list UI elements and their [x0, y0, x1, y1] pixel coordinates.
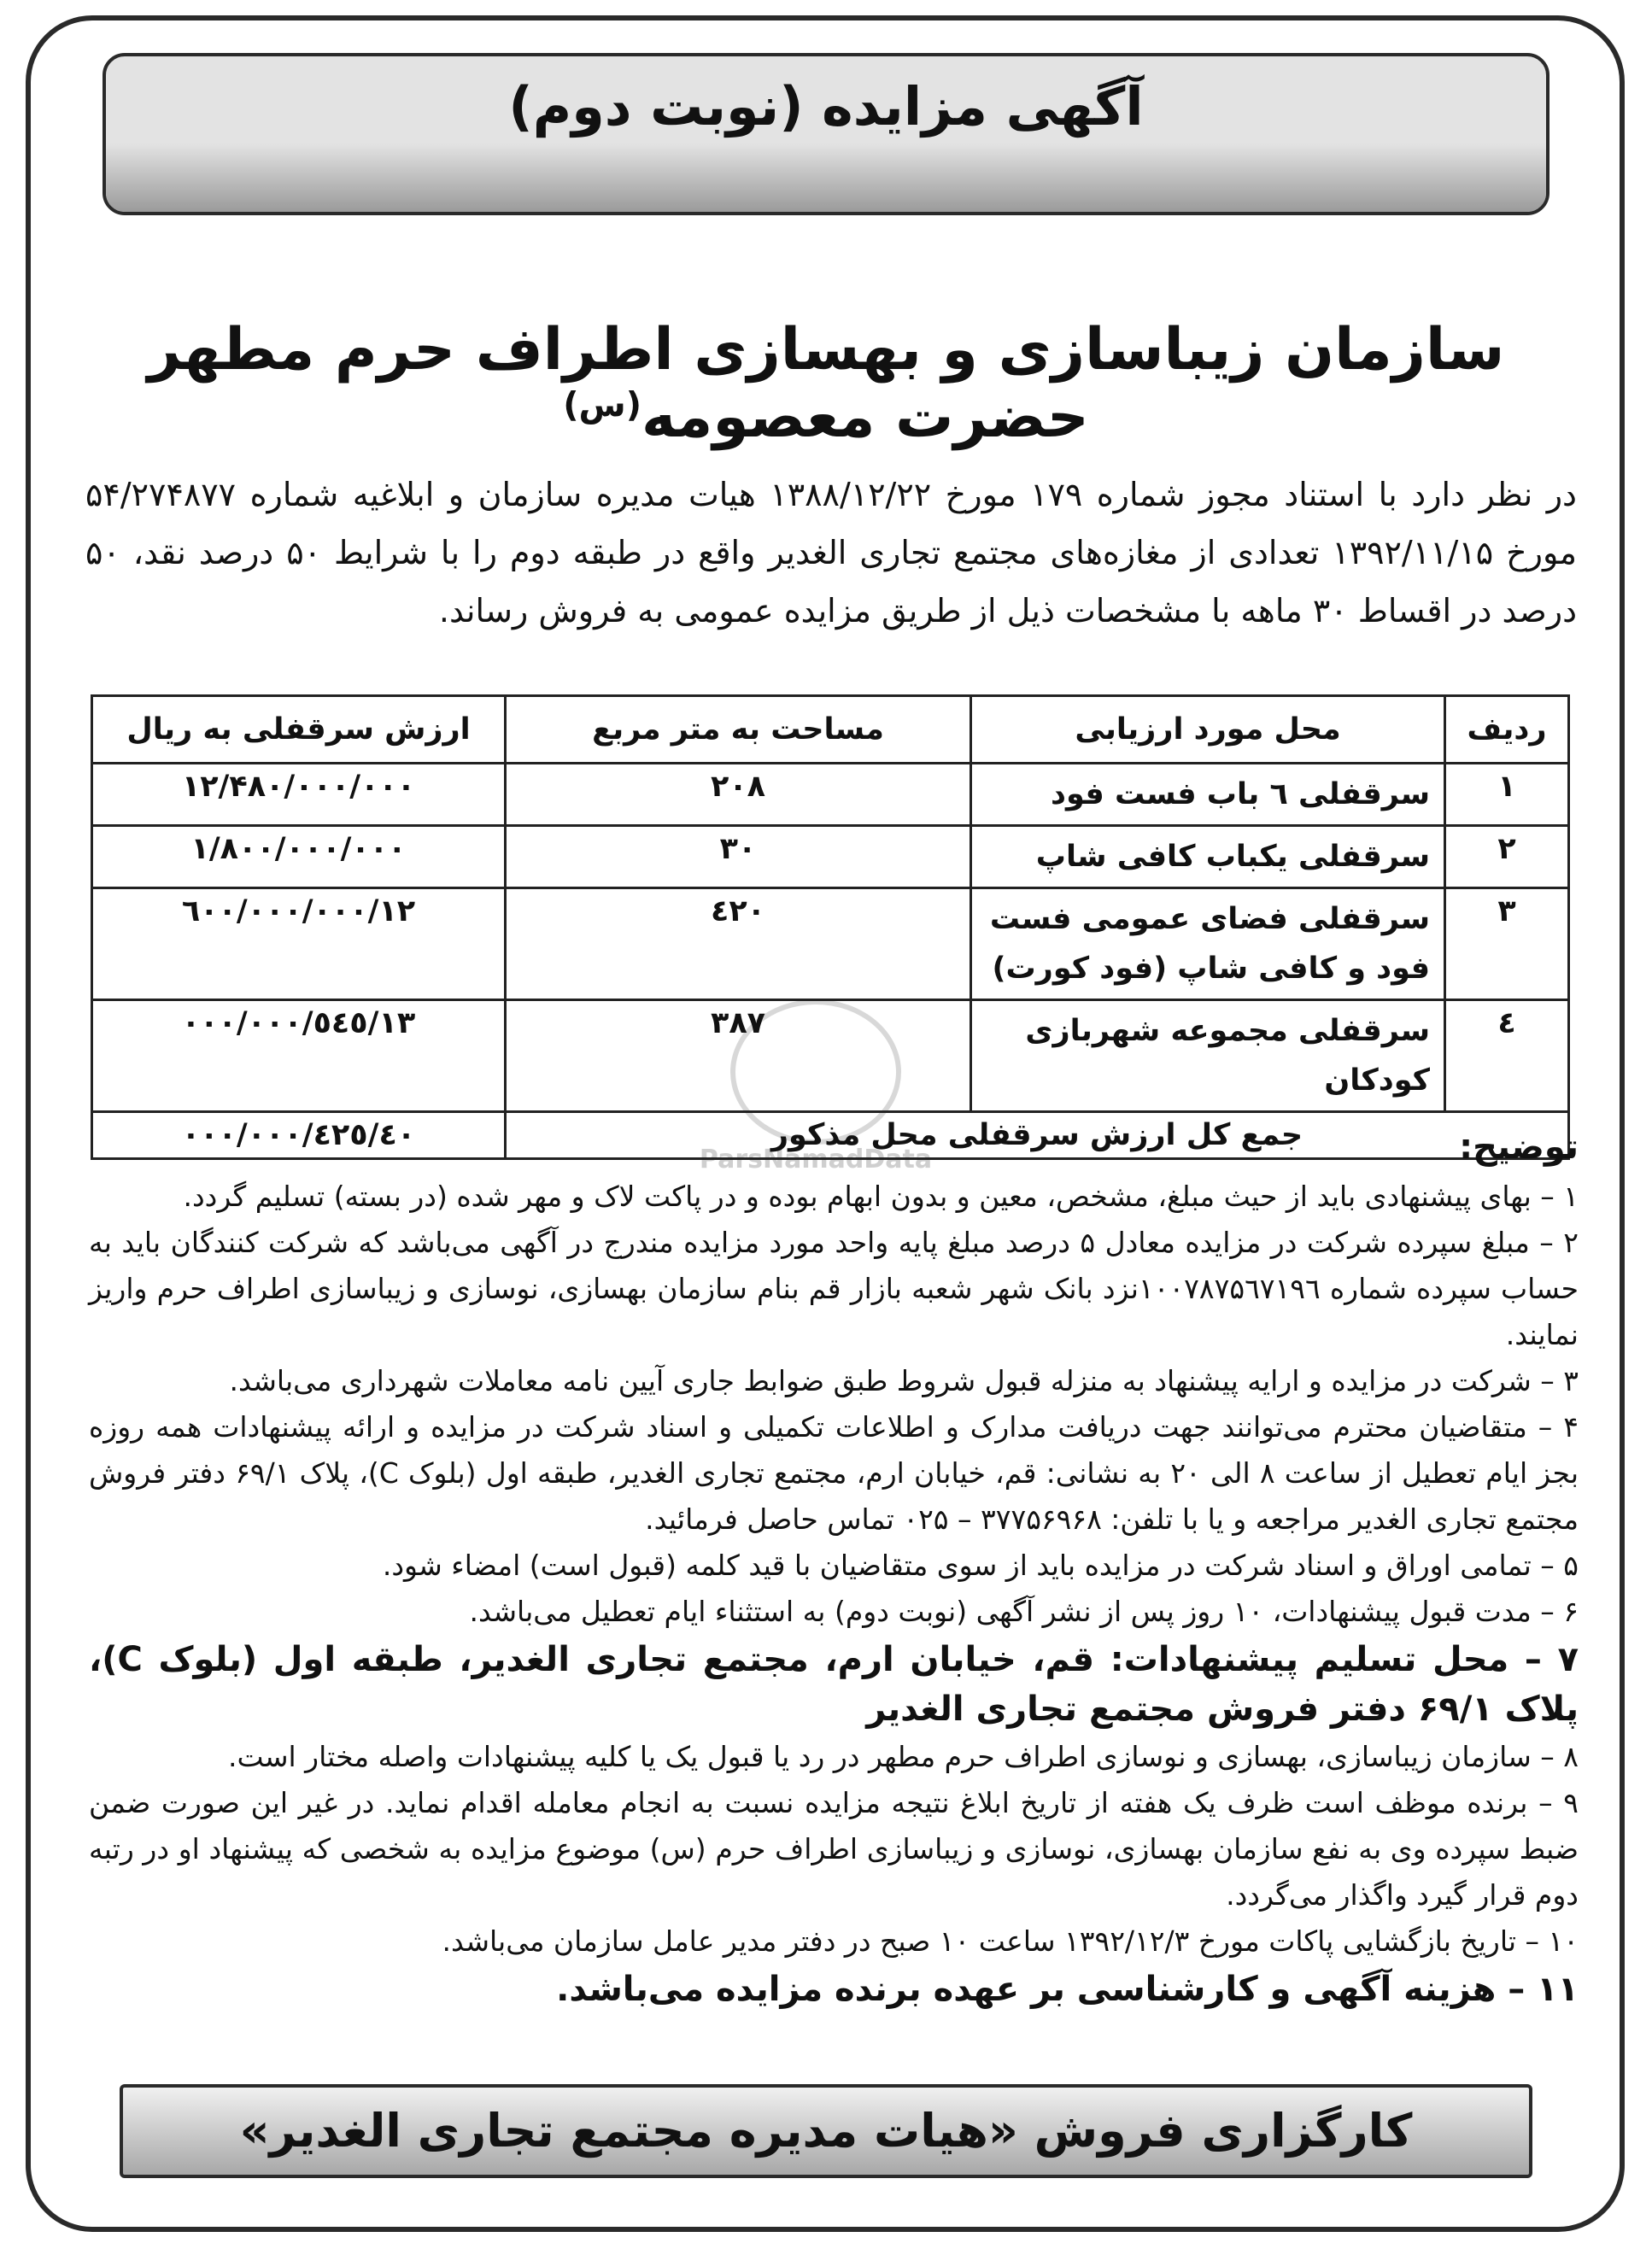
table-row	[92, 1000, 1569, 1112]
header-value: ارزش سرقفلی به ریال	[92, 696, 506, 764]
note-item: ۶ – مدت قبول پیشنهادات، ۱۰ روز پس از نشر آگهی (نوبت دوم) به استثناء ایام تعطیل می‌باشد.	[469, 1595, 1579, 1628]
row-value: ۱۲/۴۸۰/۰۰۰/۰۰۰	[92, 764, 506, 826]
row-number: ۳	[1445, 888, 1569, 1000]
table-row	[92, 888, 1569, 1000]
header-row-number: ردیف	[1445, 696, 1569, 764]
row-area: ٤۲۰	[506, 888, 971, 1000]
note-item: ۹ – برنده موظف است ظرف یک هفته از تاریخ ابلاغ نتیجه مزایده نسبت به انجام معامله اقدام نماید. در غیر این صورت ضمن ضبط سپرده وی به نفع سازمان بهسازی، نوسازی و زیباسازی اطراف حرم (س) موضوع مزایده به شخصی که پیشنهاد او در رتبه دوم قرار گیرد واگذار می‌گردد.	[89, 1786, 1579, 1912]
header-area: مساحت به متر مربع	[506, 696, 971, 764]
total-value: ٤۰/٤۲٥/۰۰۰/۰۰۰	[92, 1112, 506, 1159]
organization-honorific: (س)	[563, 385, 641, 425]
row-area: ۳۸۷	[506, 1000, 971, 1112]
row-area: ۲۰۸	[506, 764, 971, 826]
title-banner	[103, 53, 1549, 215]
organization-name	[77, 316, 1575, 451]
note-item: ۵ – تمامی اوراق و اسناد شرکت در مزایده باید از سوی متقاضیان با قید کلمه (قبول است) امضاء شود.	[382, 1549, 1579, 1582]
header-location: محل مورد ارزیابی	[971, 696, 1445, 764]
table-header-row	[92, 696, 1569, 764]
row-number: ۱	[1445, 764, 1569, 826]
row-location: سرقفلی یکباب کافی شاپ	[971, 826, 1445, 888]
note-item: ۱۰ – تاریخ بازگشایی پاکات مورخ ۱۳۹۲/۱۲/۳ ساعت ۱۰ صبح در دفتر مدیر عامل سازمان می‌باشد.	[442, 1924, 1579, 1958]
table-row	[92, 826, 1569, 888]
intro-paragraph: در نظر دارد با استناد مجوز شماره ۱۷۹ مورخ ۱۳۸۸/۱۲/۲۲ هیات مدیره سازمان و ابلاغیه شماره ۵۴/۲۷۴۸۷۷ مورخ ۱۳۹۲/۱۱/۱۵ تعدادی از مغازه‌های مجتمع تجاری الغدیر واقع در طبقه دوم را با شرایط ۵۰ درصد نقد، ۵۰ درصد در اقساط ۳۰ ماهه با مشخصات ذیل از طریق مزایده عمومی به فروش رساند.	[85, 476, 1577, 630]
row-number: ٤	[1445, 1000, 1569, 1112]
organization-text: سازمان زیباسازی و بهسازی اطراف حرم مطهر حضرت معصومه	[147, 316, 1505, 451]
note-item-costs: ۱۱ – هزینه آگهی و کارشناسی بر عهده برنده مزایده می‌باشد.	[556, 1970, 1579, 2009]
row-value: ۱۳/٥٤٥/۰۰۰/۰۰۰	[92, 1000, 506, 1112]
row-area: ۳۰	[506, 826, 971, 888]
ad-title: آگهی مزایده (نوبت دوم)	[508, 75, 1144, 138]
note-item: ۳ – شرکت در مزایده و ارایه پیشنهاد به منزله قبول شروط طبق ضوابط جاری آیین نامه معاملات شهرداری می‌باشد.	[229, 1364, 1579, 1397]
row-location: سرقفلی فضای عمومی فست فود و کافی شاپ (فود کورت)	[971, 888, 1445, 1000]
row-location: سرقفلی ٦ باب فست فود	[971, 764, 1445, 826]
table-row	[92, 764, 1569, 826]
footer-banner: کارگزاری فروش «هیات مدیره مجتمع تجاری الغدیر»	[120, 2084, 1532, 2178]
note-item: ۸ – سازمان زیباسازی، بهسازی و نوسازی اطراف حرم مطهر در رد یا قبول یک یا کلیه پیشنهادات واصله مختار است.	[227, 1740, 1579, 1773]
items-table	[91, 694, 1570, 1160]
note-item: ۲ – مبلغ سپرده شرکت در مزایده معادل ۵ درصد مبلغ پایه واحد مورد مزایده مندرج در آگهی می‌باشد که شرکت کنندگان باید به حساب سپرده شماره ۱۰۰۷۸۷۵٦۷۱۹٦نزد بانک شهر شعبه بازار قم بنام سازمان بهسازی، نوسازی و زیباسازی اطراف حرم واریز نمایند.	[89, 1226, 1579, 1351]
total-label: جمع کل ارزش سرقفلی محل مذکور	[506, 1112, 1569, 1159]
row-value: ۱۲/٦۰۰/۰۰۰/۰۰۰	[92, 888, 506, 1000]
note-item: ۱ – بهای پیشنهادی باید از حیث مبلغ، مشخص، معین و بدون ابهام بوده و در پاکت لاک و مهر شده (در بسته) تسلیم گردد.	[183, 1180, 1579, 1213]
note-item: ۴ – متقاضیان محترم می‌توانند جهت دریافت مدارک و اطلاعات تکمیلی و اسناد شرکت در مزایده و ارائه پیشنهادات همه روزه بجز ایام تعطیل از ساعت ۸ الی ۲۰ به نشانی: قم، خیابان ارم، مجتمع تجاری الغدیر، طبقه اول (بلوک C)، پلاک ۶۹/۱ دفتر فروش مجتمع تجاری الغدیر مراجعه و یا با تلفن: ۳۷۷۵۶۹۶۸ – ۰۲۵ تماس حاصل فرمائید.	[89, 1410, 1579, 1536]
notes-heading: توضیح:	[1459, 1127, 1579, 1167]
notes-section	[89, 1124, 1579, 2014]
row-value: ۱/۸۰۰/۰۰۰/۰۰۰	[92, 826, 506, 888]
note-item-submission-place: ۷ – محل تسلیم پیشنهادات: قم، خیابان ارم، مجتمع تجاری الغدیر، طبقه اول (بلوک C)، پلاک ۶۹/۱ دفتر فروش مجتمع تجاری الغدیر	[89, 1640, 1579, 1729]
watermark-text: ParsNamadData	[699, 1145, 933, 1174]
row-location: سرقفلی مجموعه شهربازی کودکان	[971, 1000, 1445, 1112]
row-number: ۲	[1445, 826, 1569, 888]
